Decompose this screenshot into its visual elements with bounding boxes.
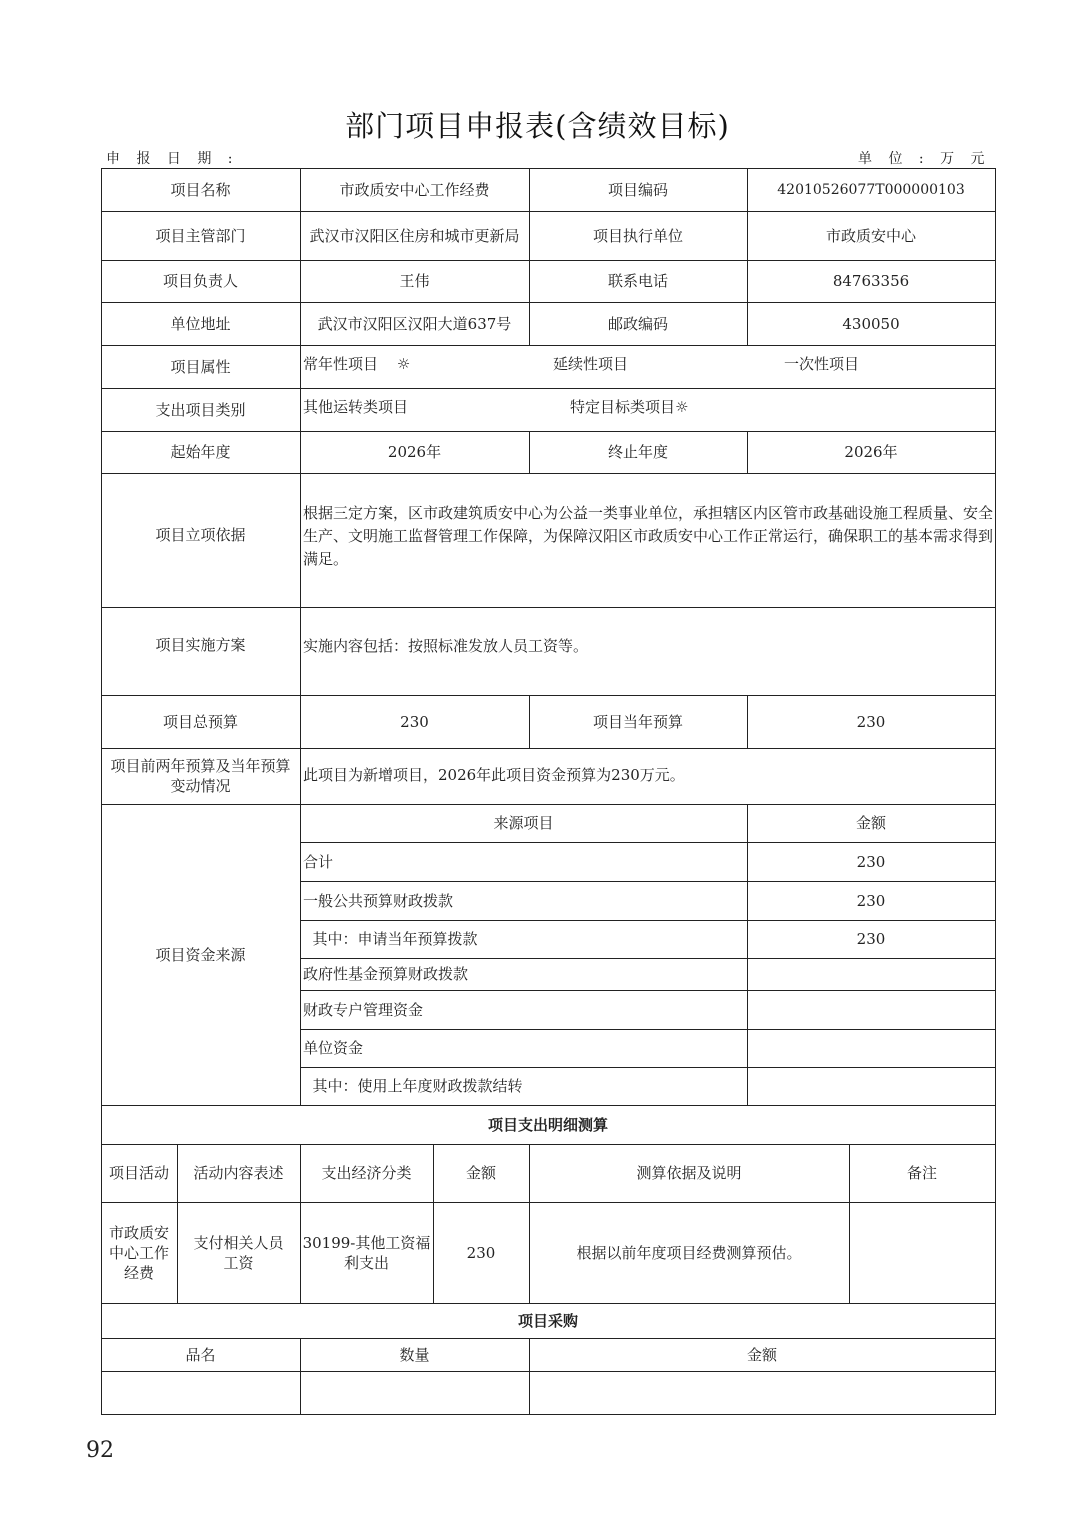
exec-unit-label: 项目执行单位 — [592, 226, 683, 245]
procurement-empty-cell — [101, 1371, 300, 1414]
unit-label: 单 位 : 万 元 — [858, 151, 991, 167]
end-year-value: 2026年 — [844, 443, 898, 461]
attr-option-continuing: 延续性项目 — [553, 355, 629, 373]
expense-cell-amount: 230 — [466, 1243, 496, 1262]
category-option-specific — [570, 396, 688, 417]
category-label: 支出项目类别 — [155, 400, 246, 419]
funding-row-amount: 230 — [856, 891, 886, 910]
expense-cell-classification: 30199-其他工资福利支出 — [302, 1233, 431, 1272]
dept-label: 项目主管部门 — [155, 226, 246, 245]
postcode-value: 430050 — [842, 314, 900, 333]
address-label: 单位地址 — [170, 314, 231, 333]
funding-row-amount — [747, 958, 995, 990]
page-number: 92 — [86, 1438, 114, 1463]
procurement-empty-cell — [300, 1371, 529, 1414]
funding-row-amount — [747, 1067, 995, 1105]
funding-label: 项目资金来源 — [155, 945, 246, 964]
leader-label: 项目负责人 — [162, 272, 238, 290]
funding-row-source: 合计 — [303, 852, 334, 871]
funding-row-source: 财政专户管理资金 — [303, 1000, 424, 1019]
funding-row-source: 一般公共预算财政拨款 — [303, 891, 454, 910]
selected-mark-icon: ☼ — [675, 398, 689, 416]
basis-text: 根据三定方案，区市政建筑质安中心为公益一类事业单位，承担辖区内区管市政基础设施工程质量、安全生产、文明施工监督管理工作保障，为保障汉阳区市政质安中心工作正常运行，确保职工的基本需求得到满足。 — [303, 504, 994, 568]
attr-option-onetime: 一次性项目 — [784, 355, 860, 373]
start-year-value: 2026年 — [387, 443, 442, 461]
expense-section-title: 项目支出明细测算 — [487, 1115, 608, 1134]
attr-option-annual-label: 常年性项目 — [303, 355, 379, 373]
project-code-value: 42010526077T000000103 — [777, 181, 965, 198]
basis-label: 项目立项依据 — [155, 526, 246, 544]
funding-row-source: 其中：申请当年预算拨款 — [303, 930, 478, 948]
plan-text: 实施内容包括：按照标准发放人员工资等。 — [303, 637, 589, 655]
expense-header: 项目活动 — [108, 1164, 169, 1182]
expense-header: 备注 — [906, 1164, 937, 1182]
change-label: 项目前两年预算及当年预算变动情况 — [110, 757, 291, 795]
funding-row-amount: 230 — [856, 852, 886, 871]
expense-header: 支出经济分类 — [321, 1164, 412, 1182]
category-option-specific-label: 特定目标类项目 — [570, 398, 676, 416]
exec-unit-value: 市政质安中心 — [825, 226, 916, 245]
page-title: 部门项目申报表(含绩效目标) — [345, 109, 730, 143]
procurement-header: 数量 — [399, 1345, 430, 1364]
selected-mark-icon: ☼ — [396, 355, 411, 373]
expense-cell-description: 支付相关人员工资 — [193, 1233, 284, 1272]
year-budget-value: 230 — [856, 712, 886, 731]
funding-row-amount: 230 — [856, 930, 886, 948]
change-text: 此项目为新增项目，2026年此项目资金预算为230万元。 — [303, 766, 685, 784]
funding-row-amount — [747, 990, 995, 1029]
postcode-label: 邮政编码 — [607, 314, 668, 333]
attr-option-annual — [303, 353, 410, 374]
funding-row-source: 其中：使用上年度财政拨款结转 — [303, 1077, 523, 1095]
project-name-value: 市政质安中心工作经费 — [339, 180, 490, 199]
funding-row-source: 政府性基金预算财政拨款 — [303, 965, 469, 983]
funding-row-amount — [747, 1029, 995, 1067]
end-year-label: 终止年度 — [607, 443, 668, 461]
plan-label: 项目实施方案 — [155, 636, 246, 654]
procurement-header: 金额 — [746, 1345, 777, 1364]
attr-label: 项目属性 — [170, 357, 231, 376]
procurement-empty-cell — [529, 1371, 995, 1414]
expense-header: 活动内容表述 — [193, 1164, 284, 1182]
dept-value: 武汉市汉阳区住房和城市更新局 — [309, 226, 520, 245]
procurement-header: 品名 — [185, 1345, 216, 1364]
phone-value: 84763356 — [832, 272, 910, 290]
expense-cell-remark — [849, 1202, 995, 1303]
funding-header-amount: 金额 — [855, 814, 886, 832]
address-value: 武汉市汉阳区汉阳大道637号 — [317, 314, 512, 333]
funding-header-source: 来源项目 — [493, 814, 554, 832]
funding-row-source: 单位资金 — [303, 1039, 364, 1057]
expense-cell-activity: 市政质安中心工作经费 — [108, 1223, 169, 1282]
total-budget-label: 项目总预算 — [162, 712, 238, 731]
year-budget-label: 项目当年预算 — [592, 712, 683, 731]
project-code-label: 项目编码 — [607, 180, 668, 199]
procurement-section-title: 项目采购 — [517, 1311, 578, 1330]
expense-cell-basis: 根据以前年度项目经费测算预估。 — [576, 1243, 802, 1262]
start-year-label: 起始年度 — [170, 443, 231, 461]
project-name-label: 项目名称 — [170, 180, 231, 199]
report-date-label: 申 报 日 期 : — [106, 151, 239, 167]
expense-header: 金额 — [465, 1164, 496, 1182]
expense-header: 测算依据及说明 — [636, 1164, 742, 1182]
leader-value: 王伟 — [399, 272, 430, 290]
total-budget-value: 230 — [400, 712, 429, 731]
phone-label: 联系电话 — [607, 272, 668, 290]
category-option-operation: 其他运转类项目 — [303, 398, 409, 416]
